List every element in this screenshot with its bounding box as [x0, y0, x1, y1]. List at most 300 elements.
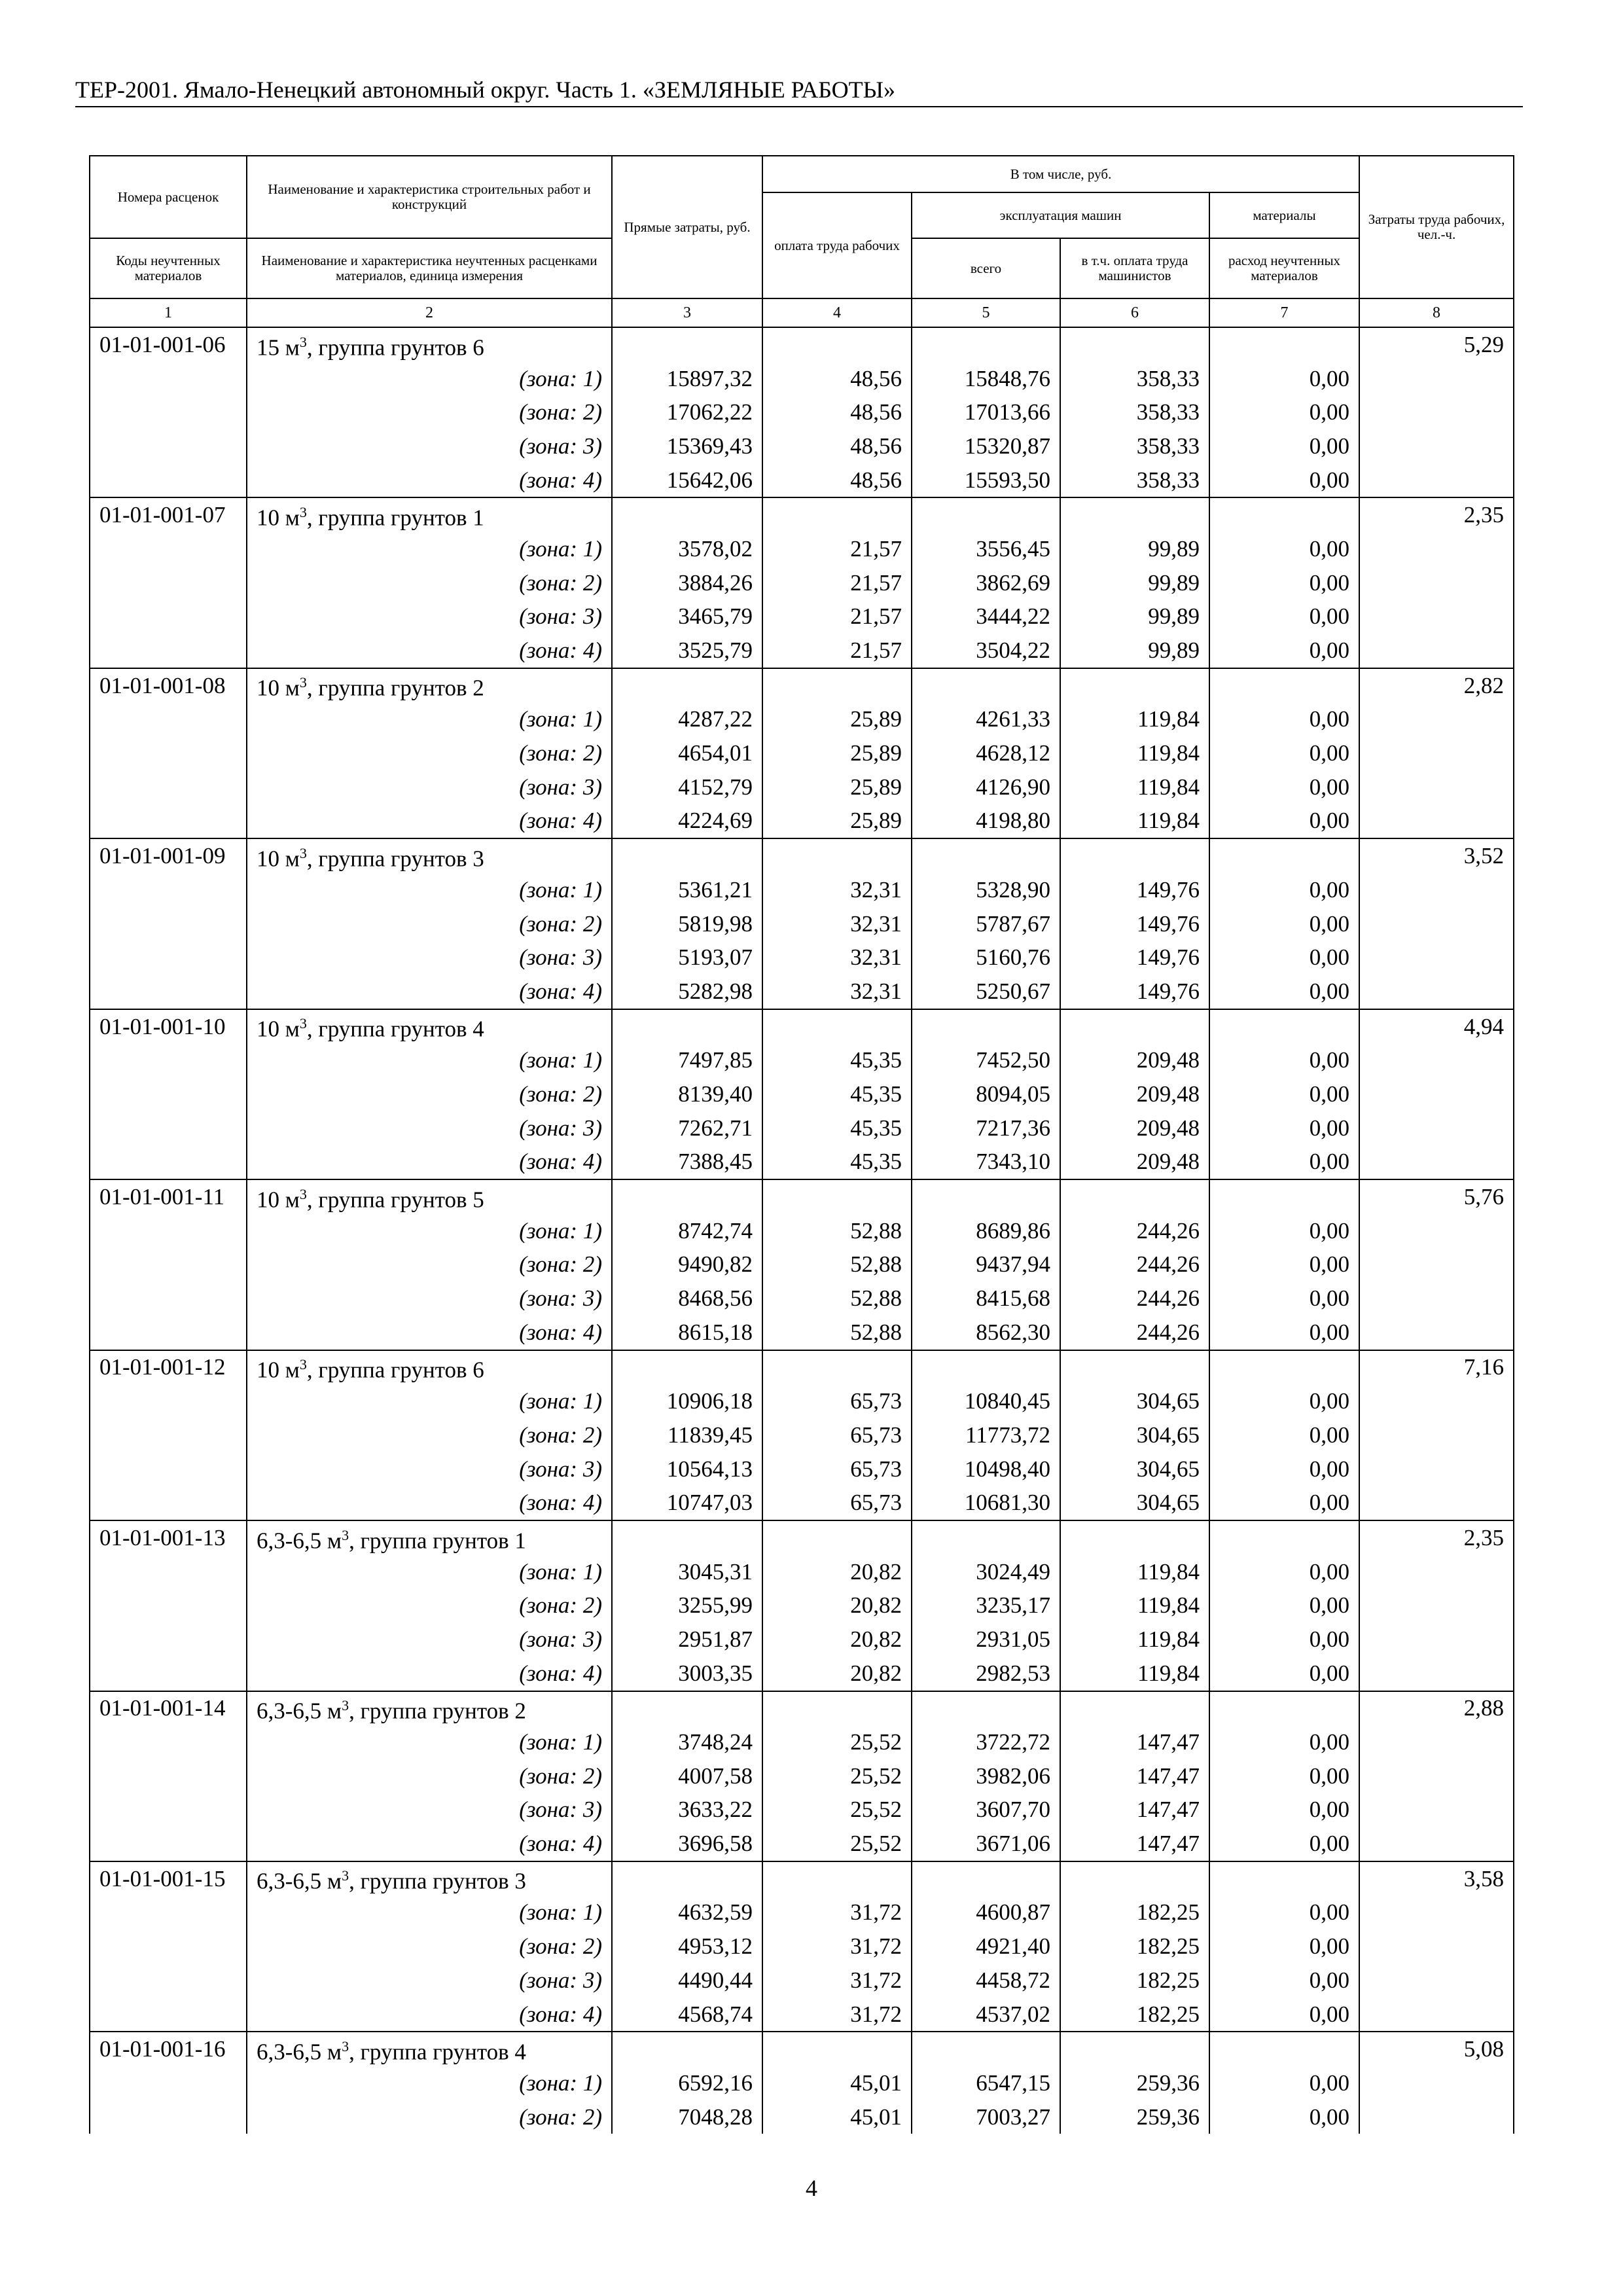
worker-pay: 25,52 [762, 1725, 912, 1759]
zone-label: (зона: 3) [247, 1452, 612, 1486]
machines-total: 8415,68 [912, 1282, 1060, 1316]
empty-cell [1209, 1179, 1359, 1214]
direct-costs: 9490,82 [612, 1248, 762, 1282]
empty-cell [1359, 1998, 1514, 2032]
machines-total: 4600,87 [912, 1896, 1060, 1930]
worker-pay: 52,88 [762, 1282, 912, 1316]
direct-costs: 3884,26 [612, 566, 762, 600]
zone-row [90, 1043, 1514, 1077]
zone-row [90, 1452, 1514, 1486]
materials-consumption: 0,00 [1209, 1043, 1359, 1077]
rate-volume: 6,3-6,5 м [257, 1869, 342, 1895]
zone-row [90, 941, 1514, 975]
direct-costs: 3578,02 [612, 532, 762, 566]
zone-label: (зона: 1) [247, 1896, 612, 1930]
empty-cell [612, 1179, 762, 1214]
empty-cell [90, 1452, 247, 1486]
empty-cell [1060, 1009, 1209, 1044]
header-work-name: Наименование и характеристика строительных работ и конструкций [247, 156, 612, 238]
empty-cell [1359, 941, 1514, 975]
cubic-superscript: 3 [299, 1356, 307, 1373]
empty-cell [1359, 1145, 1514, 1180]
empty-cell [1060, 838, 1209, 873]
rate-volume: 10 м [257, 505, 300, 531]
empty-cell [1359, 1588, 1514, 1623]
machines-total: 4921,40 [912, 1929, 1060, 1964]
worker-pay: 25,89 [762, 703, 912, 737]
empty-cell [90, 1486, 247, 1520]
cubic-superscript: 3 [299, 503, 307, 520]
zone-label: (зона: 1) [247, 1043, 612, 1077]
zone-row [90, 1214, 1514, 1248]
operator-pay: 209,48 [1060, 1077, 1209, 1111]
empty-cell [90, 1929, 247, 1964]
operator-pay: 147,47 [1060, 1793, 1209, 1827]
empty-cell [612, 327, 762, 362]
direct-costs: 7497,85 [612, 1043, 762, 1077]
direct-costs: 3465,79 [612, 600, 762, 634]
header-operator-pay: в т.ч. оплата труда машинистов [1060, 238, 1209, 298]
worker-pay: 31,72 [762, 1998, 912, 2032]
rate-code: 01-01-001-11 [90, 1179, 247, 1214]
empty-cell [1359, 463, 1514, 498]
machines-total: 8094,05 [912, 1077, 1060, 1111]
worker-pay: 31,72 [762, 1929, 912, 1964]
empty-cell [90, 1657, 247, 1691]
empty-cell [1209, 327, 1359, 362]
worker-pay: 45,01 [762, 2100, 912, 2134]
empty-cell [1359, 532, 1514, 566]
empty-cell [1060, 1520, 1209, 1555]
zone-row [90, 1657, 1514, 1691]
direct-costs: 8139,40 [612, 1077, 762, 1111]
materials-consumption: 0,00 [1209, 907, 1359, 941]
direct-costs: 4287,22 [612, 703, 762, 737]
zone-row [90, 1248, 1514, 1282]
worker-pay: 25,89 [762, 770, 912, 804]
empty-cell [1209, 1009, 1359, 1044]
empty-cell [1359, 1316, 1514, 1350]
zone-row [90, 703, 1514, 737]
empty-cell [762, 668, 912, 703]
empty-cell [1060, 1861, 1209, 1896]
page-number: 4 [806, 2175, 817, 2201]
zone-row [90, 463, 1514, 498]
rate-volume: 6,3-6,5 м [257, 2039, 342, 2065]
labor-costs: 5,76 [1359, 1179, 1514, 1214]
column-number: 8 [1359, 298, 1514, 327]
machines-total: 4458,72 [912, 1964, 1060, 1998]
empty-cell [1359, 1214, 1514, 1248]
zone-row [90, 532, 1514, 566]
header-rate-numbers: Номера расценок [90, 156, 247, 238]
worker-pay: 48,56 [762, 362, 912, 396]
empty-cell [612, 2032, 762, 2066]
zone-row [90, 1145, 1514, 1180]
empty-cell [1359, 975, 1514, 1009]
zone-row [90, 2066, 1514, 2100]
empty-cell [912, 497, 1060, 532]
zone-row [90, 1998, 1514, 2032]
materials-consumption: 0,00 [1209, 2066, 1359, 2100]
zone-row [90, 804, 1514, 839]
labor-costs: 3,52 [1359, 838, 1514, 873]
empty-cell [762, 1179, 912, 1214]
worker-pay: 32,31 [762, 907, 912, 941]
operator-pay: 259,36 [1060, 2066, 1209, 2100]
operator-pay: 304,65 [1060, 1486, 1209, 1520]
operator-pay: 182,25 [1060, 1998, 1209, 2032]
empty-cell [90, 736, 247, 770]
empty-cell [90, 1964, 247, 1998]
rate-description [247, 1350, 612, 1385]
worker-pay: 20,82 [762, 1623, 912, 1657]
materials-consumption: 0,00 [1209, 1316, 1359, 1350]
operator-pay: 149,76 [1060, 975, 1209, 1009]
operator-pay: 244,26 [1060, 1214, 1209, 1248]
zone-label: (зона: 1) [247, 703, 612, 737]
worker-pay: 65,73 [762, 1452, 912, 1486]
machines-total: 3607,70 [912, 1793, 1060, 1827]
machines-total: 2982,53 [912, 1657, 1060, 1691]
materials-consumption: 0,00 [1209, 566, 1359, 600]
rate-description [247, 668, 612, 703]
zone-row [90, 1725, 1514, 1759]
direct-costs: 10564,13 [612, 1452, 762, 1486]
price-table [89, 155, 1514, 2134]
worker-pay: 45,35 [762, 1145, 912, 1180]
empty-cell [90, 1077, 247, 1111]
machines-total: 3722,72 [912, 1725, 1060, 1759]
zone-label: (зона: 2) [247, 1759, 612, 1793]
zone-row [90, 1793, 1514, 1827]
operator-pay: 304,65 [1060, 1384, 1209, 1418]
rate-description [247, 1691, 612, 1726]
zone-label: (зона: 4) [247, 1998, 612, 2032]
materials-consumption: 0,00 [1209, 532, 1359, 566]
operator-pay: 147,47 [1060, 1725, 1209, 1759]
column-number: 7 [1209, 298, 1359, 327]
worker-pay: 25,89 [762, 804, 912, 839]
zone-row [90, 770, 1514, 804]
worker-pay: 65,73 [762, 1486, 912, 1520]
worker-pay: 65,73 [762, 1418, 912, 1452]
zone-row [90, 1111, 1514, 1145]
rate-description [247, 1009, 612, 1044]
labor-costs: 3,58 [1359, 1861, 1514, 1896]
empty-cell [1359, 1827, 1514, 1861]
cubic-superscript: 3 [299, 333, 307, 350]
document-title: ТЕР-2001. Ямало-Ненецкий автономный округ. Часть 1. «ЗЕМЛЯНЫЕ РАБОТЫ» [75, 77, 896, 103]
worker-pay: 32,31 [762, 873, 912, 907]
materials-consumption: 0,00 [1209, 1896, 1359, 1930]
rate-volume: 15 м [257, 334, 300, 361]
cubic-superscript: 3 [342, 2037, 349, 2054]
rate-description [247, 327, 612, 362]
empty-cell [1359, 1043, 1514, 1077]
worker-pay: 20,82 [762, 1555, 912, 1589]
empty-cell [912, 1520, 1060, 1555]
worker-pay: 45,01 [762, 2066, 912, 2100]
rate-volume: 10 м [257, 1357, 300, 1383]
empty-cell [762, 1009, 912, 1044]
zone-label: (зона: 2) [247, 2100, 612, 2134]
materials-consumption: 0,00 [1209, 634, 1359, 668]
zone-label: (зона: 1) [247, 1725, 612, 1759]
zone-label: (зона: 4) [247, 463, 612, 498]
header-material-codes: Коды неучтенных материалов [90, 238, 247, 298]
operator-pay: 209,48 [1060, 1043, 1209, 1077]
cubic-superscript: 3 [299, 1015, 307, 1032]
worker-pay: 21,57 [762, 532, 912, 566]
empty-cell [1060, 1179, 1209, 1214]
zone-row [90, 907, 1514, 941]
operator-pay: 119,84 [1060, 736, 1209, 770]
empty-cell [1359, 1623, 1514, 1657]
empty-cell [1060, 1691, 1209, 1726]
zone-label: (зона: 2) [247, 1588, 612, 1623]
rate-soil-group: , группа грунтов 6 [306, 1357, 484, 1383]
empty-cell [90, 1827, 247, 1861]
empty-cell [1359, 1793, 1514, 1827]
worker-pay: 45,35 [762, 1111, 912, 1145]
rate-row [90, 1179, 1514, 1214]
empty-cell [1359, 907, 1514, 941]
rate-code: 01-01-001-08 [90, 668, 247, 703]
zone-label: (зона: 2) [247, 566, 612, 600]
empty-cell [1359, 1248, 1514, 1282]
direct-costs: 3525,79 [612, 634, 762, 668]
materials-consumption: 0,00 [1209, 804, 1359, 839]
machines-total: 10681,30 [912, 1486, 1060, 1520]
empty-cell [90, 463, 247, 498]
empty-cell [1209, 2032, 1359, 2066]
column-number: 4 [762, 298, 912, 327]
rate-description [247, 1179, 612, 1214]
table-body [90, 327, 1514, 2134]
rate-code: 01-01-001-14 [90, 1691, 247, 1726]
column-number: 6 [1060, 298, 1209, 327]
machines-total: 17013,66 [912, 395, 1060, 429]
direct-costs: 8742,74 [612, 1214, 762, 1248]
empty-cell [1359, 634, 1514, 668]
operator-pay: 149,76 [1060, 941, 1209, 975]
empty-cell [1359, 1452, 1514, 1486]
operator-pay: 99,89 [1060, 532, 1209, 566]
zone-row [90, 1384, 1514, 1418]
zone-row [90, 975, 1514, 1009]
empty-cell [90, 429, 247, 463]
empty-cell [762, 497, 912, 532]
empty-cell [912, 327, 1060, 362]
machines-total: 15593,50 [912, 463, 1060, 498]
zone-row [90, 1316, 1514, 1350]
empty-cell [612, 497, 762, 532]
worker-pay: 32,31 [762, 975, 912, 1009]
direct-costs: 3045,31 [612, 1555, 762, 1589]
empty-cell [90, 1623, 247, 1657]
direct-costs: 15897,32 [612, 362, 762, 396]
empty-cell [912, 2032, 1060, 2066]
empty-cell [90, 566, 247, 600]
header-rule [75, 106, 1523, 107]
machines-total: 15320,87 [912, 429, 1060, 463]
empty-cell [1359, 600, 1514, 634]
machines-total: 3862,69 [912, 566, 1060, 600]
direct-costs: 5819,98 [612, 907, 762, 941]
zone-row [90, 1486, 1514, 1520]
empty-cell [90, 941, 247, 975]
machines-total: 5250,67 [912, 975, 1060, 1009]
materials-consumption: 0,00 [1209, 941, 1359, 975]
materials-consumption: 0,00 [1209, 736, 1359, 770]
empty-cell [1359, 1282, 1514, 1316]
empty-cell [1359, 1929, 1514, 1964]
empty-cell [1209, 1691, 1359, 1726]
zone-label: (зона: 4) [247, 1486, 612, 1520]
zone-label: (зона: 3) [247, 770, 612, 804]
zone-label: (зона: 4) [247, 1827, 612, 1861]
rate-row [90, 1691, 1514, 1726]
operator-pay: 149,76 [1060, 907, 1209, 941]
direct-costs: 3748,24 [612, 1725, 762, 1759]
zone-row [90, 736, 1514, 770]
empty-cell [1359, 1759, 1514, 1793]
zone-row [90, 634, 1514, 668]
worker-pay: 45,35 [762, 1077, 912, 1111]
labor-costs: 2,35 [1359, 497, 1514, 532]
labor-costs: 5,29 [1359, 327, 1514, 362]
rate-row [90, 1350, 1514, 1385]
zone-label: (зона: 1) [247, 1214, 612, 1248]
direct-costs: 4152,79 [612, 770, 762, 804]
direct-costs: 17062,22 [612, 395, 762, 429]
zone-row [90, 1964, 1514, 1998]
zone-row [90, 1282, 1514, 1316]
rate-row [90, 497, 1514, 532]
operator-pay: 99,89 [1060, 566, 1209, 600]
machines-total: 7343,10 [912, 1145, 1060, 1180]
worker-pay: 48,56 [762, 463, 912, 498]
materials-consumption: 0,00 [1209, 1248, 1359, 1282]
rate-soil-group: , группа грунтов 1 [306, 505, 484, 531]
labor-costs: 5,08 [1359, 2032, 1514, 2066]
empty-cell [90, 362, 247, 396]
zone-label: (зона: 1) [247, 1384, 612, 1418]
header-labor-costs: Затраты труда рабочих, чел.-ч. [1359, 156, 1514, 298]
zone-label: (зона: 2) [247, 1418, 612, 1452]
empty-cell [762, 327, 912, 362]
materials-consumption: 0,00 [1209, 1964, 1359, 1998]
worker-pay: 21,57 [762, 600, 912, 634]
operator-pay: 119,84 [1060, 770, 1209, 804]
empty-cell [1359, 1964, 1514, 1998]
empty-cell [762, 2032, 912, 2066]
empty-cell [90, 1998, 247, 2032]
machines-total: 5160,76 [912, 941, 1060, 975]
empty-cell [1209, 497, 1359, 532]
empty-cell [912, 838, 1060, 873]
empty-cell [1359, 1077, 1514, 1111]
operator-pay: 358,33 [1060, 429, 1209, 463]
operator-pay: 209,48 [1060, 1145, 1209, 1180]
empty-cell [1359, 2066, 1514, 2100]
zone-row [90, 1418, 1514, 1452]
labor-costs: 2,35 [1359, 1520, 1514, 1555]
operator-pay: 99,89 [1060, 634, 1209, 668]
rate-row [90, 1861, 1514, 1896]
zone-row [90, 362, 1514, 396]
empty-cell [90, 1145, 247, 1180]
direct-costs: 7388,45 [612, 1145, 762, 1180]
header-machine-operation: эксплуатация машин [912, 192, 1209, 238]
empty-cell [90, 1111, 247, 1145]
machines-total: 8689,86 [912, 1214, 1060, 1248]
worker-pay: 52,88 [762, 1316, 912, 1350]
rate-description [247, 838, 612, 873]
zone-label: (зона: 3) [247, 1793, 612, 1827]
worker-pay: 21,57 [762, 566, 912, 600]
empty-cell [1359, 1896, 1514, 1930]
empty-cell [1060, 668, 1209, 703]
empty-cell [90, 395, 247, 429]
machines-total: 3556,45 [912, 532, 1060, 566]
rate-description [247, 1520, 612, 1555]
rate-row [90, 2032, 1514, 2066]
zone-label: (зона: 4) [247, 634, 612, 668]
operator-pay: 147,47 [1060, 1827, 1209, 1861]
empty-cell [912, 1179, 1060, 1214]
zone-row [90, 1827, 1514, 1861]
empty-cell [90, 1248, 247, 1282]
worker-pay: 25,52 [762, 1759, 912, 1793]
direct-costs: 3255,99 [612, 1588, 762, 1623]
empty-cell [90, 1418, 247, 1452]
empty-cell [612, 1691, 762, 1726]
machines-total: 3982,06 [912, 1759, 1060, 1793]
machines-total: 4126,90 [912, 770, 1060, 804]
empty-cell [1359, 703, 1514, 737]
materials-consumption: 0,00 [1209, 395, 1359, 429]
direct-costs: 3696,58 [612, 1827, 762, 1861]
column-number: 1 [90, 298, 247, 327]
worker-pay: 45,35 [762, 1043, 912, 1077]
rate-code: 01-01-001-15 [90, 1861, 247, 1896]
empty-cell [90, 1316, 247, 1350]
direct-costs: 5361,21 [612, 873, 762, 907]
empty-cell [612, 668, 762, 703]
zone-row [90, 2100, 1514, 2134]
materials-consumption: 0,00 [1209, 1827, 1359, 1861]
machines-total: 11773,72 [912, 1418, 1060, 1452]
machines-total: 3504,22 [912, 634, 1060, 668]
column-number: 3 [612, 298, 762, 327]
operator-pay: 358,33 [1060, 463, 1209, 498]
materials-consumption: 0,00 [1209, 1555, 1359, 1589]
worker-pay: 48,56 [762, 429, 912, 463]
empty-cell [90, 532, 247, 566]
empty-cell [612, 838, 762, 873]
empty-cell [1359, 1486, 1514, 1520]
worker-pay: 20,82 [762, 1657, 912, 1691]
worker-pay: 21,57 [762, 634, 912, 668]
materials-consumption: 0,00 [1209, 429, 1359, 463]
labor-costs: 4,94 [1359, 1009, 1514, 1044]
operator-pay: 244,26 [1060, 1282, 1209, 1316]
empty-cell [90, 907, 247, 941]
empty-cell [1359, 804, 1514, 839]
materials-consumption: 0,00 [1209, 873, 1359, 907]
